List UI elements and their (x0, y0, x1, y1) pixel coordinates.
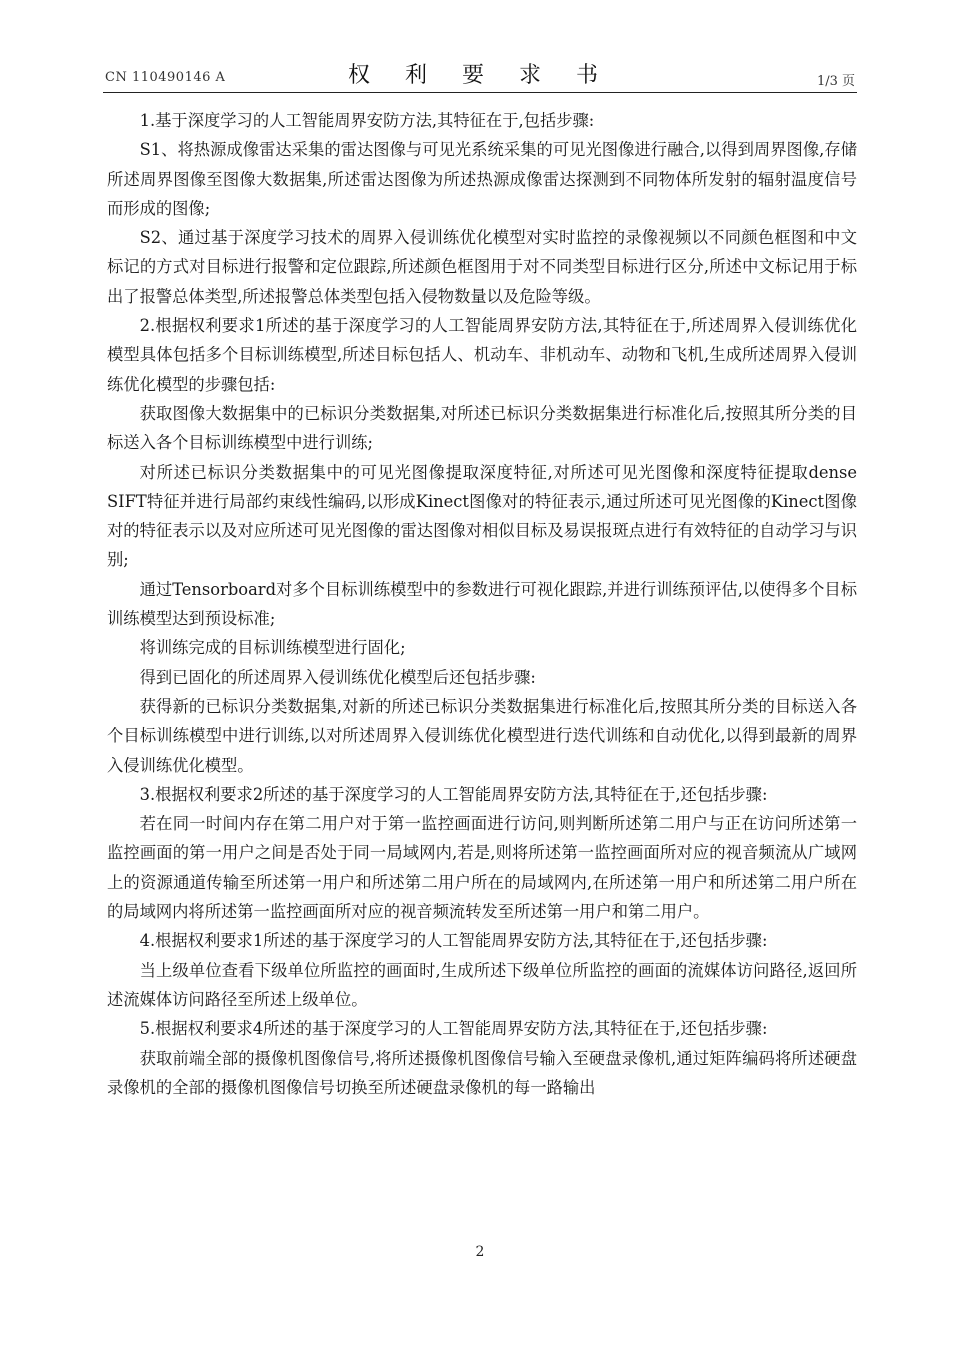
claim-paragraph: S2、通过基于深度学习技术的周界入侵训练优化模型对实时监控的录像视频以不同颜色框图和中文标记的方式对目标进行报警和定位跟踪,所述颜色框图用于对不同类型目标进行区分,所述中文标记用于标出了报警总体类型,所述报警总体类型包括入侵物数量以及危险等级。 (107, 228, 857, 306)
header-divider (103, 92, 857, 93)
claims-body (107, 106, 857, 1102)
claim-paragraph: 3.根据权利要求2所述的基于深度学习的人工智能周界安防方法,其特征在于,还包括步骤: (139, 784, 768, 804)
claim-paragraph: 2.根据权利要求1所述的基于深度学习的人工智能周界安防方法,其特征在于,所述周界入侵训练优化模型具体包括多个目标训练模型,所述目标包括人、机动车、非机动车、动物和飞机,生成所述周界入侵训练优化模型的步骤包括: (107, 316, 857, 394)
claim-paragraph: 5.根据权利要求4所述的基于深度学习的人工智能周界安防方法,其特征在于,还包括步骤: (139, 1019, 768, 1039)
claim-paragraph: 通过Tensorboard对多个目标训练模型中的参数进行可视化跟踪,并进行训练预评估,以使得多个目标训练模型达到预设标准; (107, 579, 857, 629)
patent-number: CN 110490146 A (105, 70, 226, 85)
claim-paragraph: 获得新的已标识分类数据集,对新的所述已标识分类数据集进行标准化后,按照其所分类的目标送入各个目标训练模型中进行训练,以对所述周界入侵训练优化模型进行迭代训练和自动优化,以得到最新的周界入侵训练优化模型。 (107, 696, 857, 775)
page-number: 2 (475, 1244, 485, 1260)
page-header (103, 58, 857, 92)
claim-paragraph: 获取前端全部的摄像机图像信号,将所述摄像机图像信号输入至硬盘录像机,通过矩阵编码将所述硬盘录像机的全部的摄像机图像信号切换至所述硬盘录像机的每一路输出 (107, 1048, 857, 1097)
claim-paragraph: 将训练完成的目标训练模型进行固化; (139, 638, 406, 658)
claim-paragraph: S1、将热源成像雷达采集的雷达图像与可见光系统采集的可见光图像进行融合,以得到周界图像,存储所述周界图像至图像大数据集,所述雷达图像为所述热源成像雷达探测到不同物体所发射的辐射温度信号而形成的图像; (107, 140, 857, 218)
claim-paragraph: 获取图像大数据集中的已标识分类数据集,对所述已标识分类数据集进行标准化后,按照其所分类的目标送入各个目标训练模型中进行训练; (107, 403, 857, 453)
claim-paragraph: 得到已固化的所述周界入侵训练优化模型后还包括步骤: (139, 667, 536, 687)
claim-paragraph: 4.根据权利要求1所述的基于深度学习的人工智能周界安防方法,其特征在于,还包括步骤: (139, 931, 768, 951)
page-count: 1/3 页 (816, 74, 855, 89)
claim-paragraph: 对所述已标识分类数据集中的可见光图像提取深度特征,对所述可见光图像和深度特征提取dense SIFT特征并进行局部约束线性编码,以形成Kinect图像对的特征表示,通过所述可见光图像的Kinect图像对的特征表示以及对应所述可见光图像的雷达图像对相似目标及易误报斑点进行有效特征的自动学习与识别; (107, 462, 857, 570)
claim-paragraph: 若在同一时间内存在第二用户对于第一监控画面进行访问,则判断所述第二用户与正在访问所述第一监控画面的第一用户之间是否处于同一局域网内,若是,则将所述第一监控画面所对应的视音频流从广域网上的资源通道传输至所述第一用户和所述第二用户所在的局域网内,在所述第一用户和所述第二用户所在的局域网内将所述第一监控画面所对应的视音频流转发至所述第一用户和第二用户。 (107, 814, 857, 922)
document-title: 权 利 要 求 书 (348, 63, 612, 88)
claim-paragraph: 1.基于深度学习的人工智能周界安防方法,其特征在于,包括步骤: (139, 111, 595, 130)
claim-paragraph: 当上级单位查看下级单位所监控的画面时,生成所述下级单位所监控的画面的流媒体访问路径,返回所述流媒体访问路径至所述上级单位。 (107, 960, 857, 1009)
